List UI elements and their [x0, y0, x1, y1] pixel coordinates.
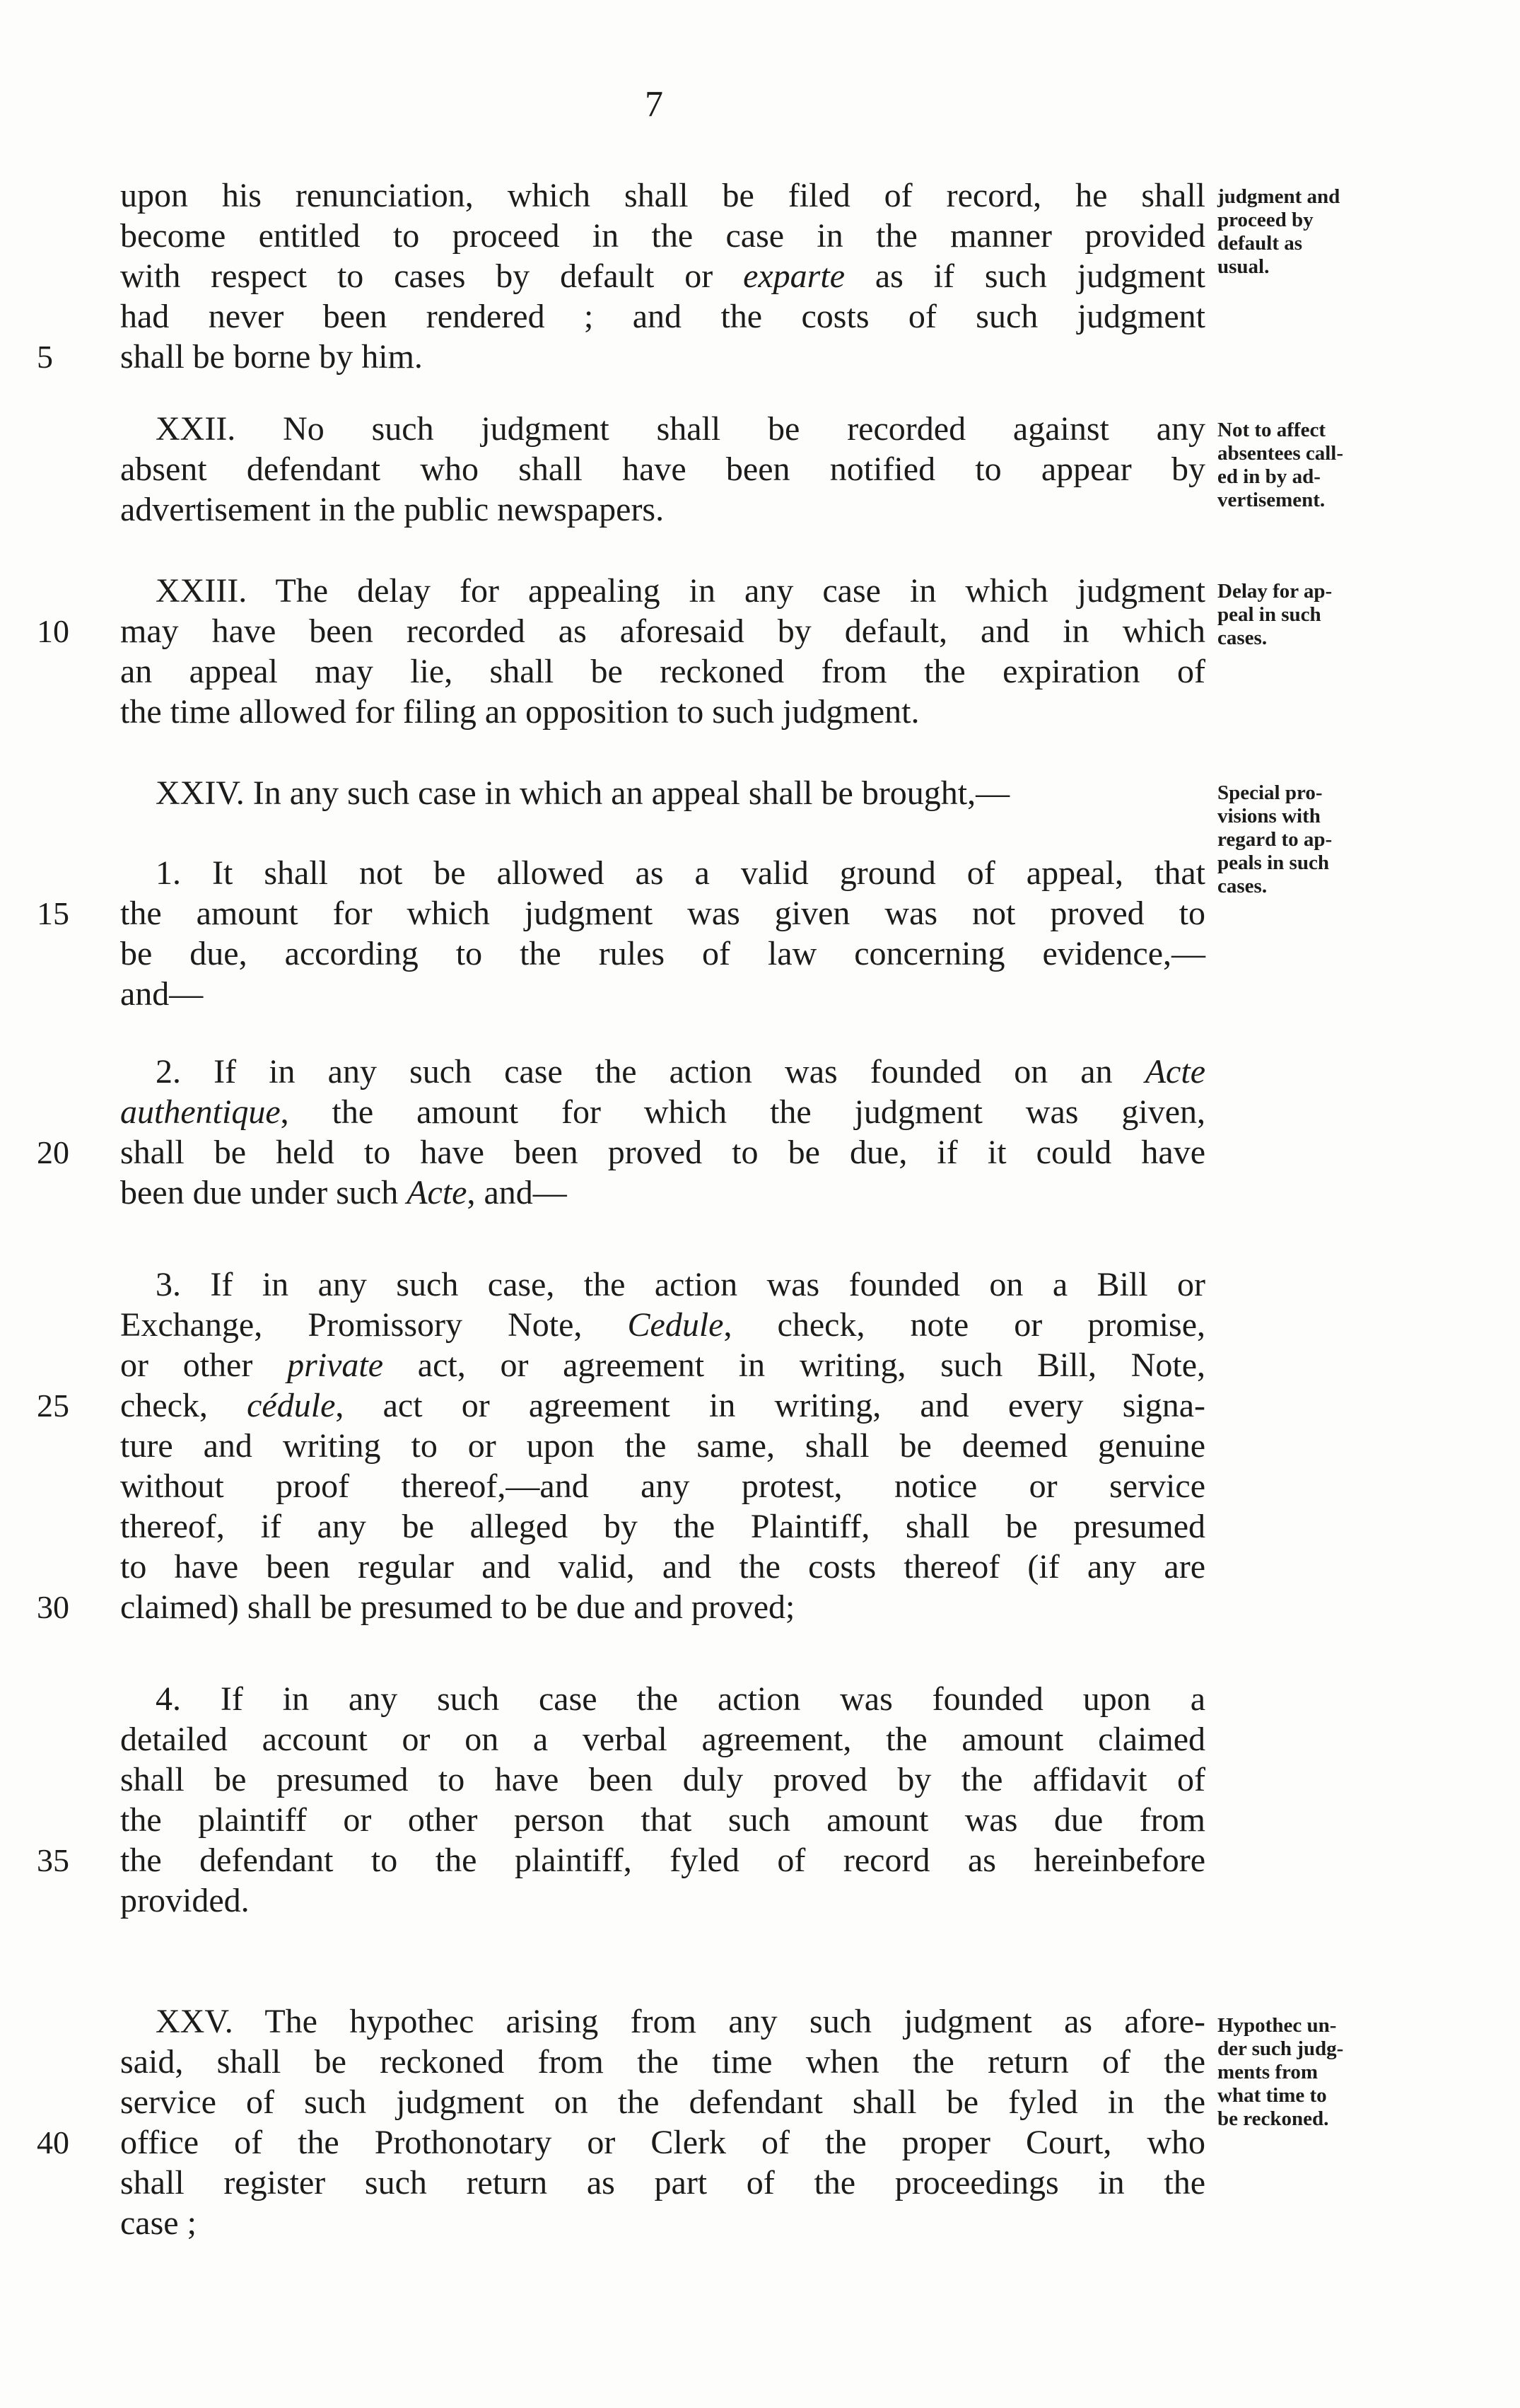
text-line: been due under such Acte, and—: [120, 1174, 567, 1211]
text-line: shall be held to have been proved to be due, if it could have: [120, 1134, 1205, 1171]
paragraph-item-4: [120, 1679, 1205, 1921]
margin-note-line: vertisement.: [1217, 489, 1326, 511]
paragraph-renunciation: [120, 175, 1205, 377]
text-line: provided.: [120, 1882, 250, 1919]
text-line: service of such judgment on the defendant shall be fyled in the: [120, 2083, 1205, 2121]
italic-exparte: exparte: [743, 257, 845, 295]
text-line: shall register such return as part of the proceedings in the: [120, 2164, 1205, 2201]
italic-acte: Acte: [407, 1174, 467, 1211]
paragraph-item-3: [120, 1264, 1205, 1627]
italic-acte: Acte: [1145, 1053, 1205, 1090]
margin-note-line: cases.: [1217, 627, 1268, 649]
text-line: Exchange, Promissory Note, Cedule, check, note or promise,: [120, 1306, 1205, 1344]
line-number: 25: [37, 1388, 69, 1424]
italic-cedule: cédule: [247, 1387, 336, 1424]
margin-note-line: absentees call-: [1217, 442, 1343, 465]
text-line: authentique, the amount for which the judgment was given,: [120, 1093, 1205, 1131]
margin-note-line: Not to affect: [1217, 419, 1326, 441]
text-line: the amount for which judgment was given was not proved to: [120, 895, 1205, 932]
margin-note-line: Special pro-: [1217, 781, 1323, 804]
paragraph-section-xxii: [120, 409, 1205, 530]
italic-private: private: [287, 1346, 384, 1384]
line-number: 5: [37, 339, 53, 375]
margin-note-special-provisions: [1217, 781, 1451, 898]
margin-note-delay-appeal: [1217, 580, 1451, 650]
text-line: advertisement in the public newspapers.: [120, 491, 665, 528]
text-line: upon his renunciation, which shall be filed of record, he shall: [120, 177, 1205, 214]
text-line: absent defendant who shall have been notified to appear by: [120, 450, 1205, 488]
text-line: 3. If in any such case, the action was founded on a Bill or: [156, 1266, 1205, 1303]
text-line: 2. If in any such case the action was founded on an Acte: [156, 1053, 1205, 1090]
text-line: said, shall be reckoned from the time when the return of the: [120, 2043, 1205, 2081]
margin-note-line: proceed by: [1217, 209, 1314, 231]
line-number: 10: [37, 613, 69, 649]
text-line: had never been rendered ; and the costs of such judgment: [120, 298, 1205, 335]
paragraph-section-xxv: [120, 2001, 1205, 2243]
text-line: or other private act, or agreement in writing, such Bill, Note,: [120, 1346, 1206, 1384]
page-number: 7: [645, 84, 663, 124]
text-line: 1. It shall not be allowed as a valid ground of appeal, that: [156, 854, 1205, 892]
text-line: claimed) shall be presumed to be due and proved;: [120, 1588, 795, 1626]
margin-note-line: Hypothec un-: [1217, 2014, 1337, 2037]
margin-note-line: ed in by ad-: [1217, 465, 1321, 488]
margin-note-line: regard to ap-: [1217, 828, 1333, 851]
text-line: be due, according to the rules of law concerning evidence,—: [120, 935, 1205, 972]
margin-note-line: what time to: [1217, 2084, 1327, 2107]
paragraph-section-xxiii: [120, 571, 1205, 732]
text-line: office of the Prothonotary or Clerk of the proper Court, who: [120, 2124, 1205, 2161]
margin-note-line: be reckoned.: [1217, 2107, 1329, 2130]
line-number: 15: [37, 895, 69, 931]
italic-authentique: authentique: [120, 1093, 281, 1131]
margin-note-line: Delay for ap-: [1217, 580, 1333, 603]
margin-note-line: ments from: [1217, 2061, 1319, 2083]
text-line: XXIII. The delay for appealing in any case in which judgment: [156, 572, 1205, 610]
margin-note-line: peals in such: [1217, 851, 1329, 874]
text-line: detailed account or on a verbal agreement, the amount claimed: [120, 1721, 1205, 1758]
text-line: to have been regular and valid, and the costs thereof (if any are: [120, 1548, 1205, 1586]
margin-note-line: visions with: [1217, 805, 1321, 827]
text-line: check, cédule, act or agreement in writing, and every signa-: [120, 1387, 1205, 1424]
margin-note-judgment-proceed: [1217, 185, 1451, 279]
text-line: shall be borne by him.: [120, 338, 423, 376]
text-line: ture and writing to or upon the same, shall be deemed genuine: [120, 1427, 1205, 1465]
line-number: 35: [37, 1842, 69, 1878]
text-line: without proof thereof,—and any protest, notice or service: [120, 1467, 1205, 1505]
text-line: the defendant to the plaintiff, fyled of record as hereinbefore: [120, 1842, 1205, 1879]
italic-cedule: Cedule: [627, 1306, 724, 1344]
text-line: become entitled to proceed in the case in the manner provided: [120, 217, 1205, 255]
text-line: XXII. No such judgment shall be recorded against any: [156, 410, 1205, 448]
text-line: and—: [120, 975, 204, 1013]
margin-note-line: default as: [1217, 232, 1303, 255]
text-line: may have been recorded as aforesaid by default, and in which: [120, 612, 1205, 650]
text-line: thereof, if any be alleged by the Plaintiff, shall be presumed: [120, 1508, 1205, 1545]
margin-note-line: judgment and: [1217, 185, 1340, 208]
margin-note-absentees: [1217, 419, 1451, 512]
margin-note-line: cases.: [1217, 875, 1268, 897]
line-number: 20: [37, 1134, 69, 1170]
margin-note-line: der such judg-: [1217, 2037, 1344, 2060]
paragraph-section-xxiv: [120, 773, 1205, 813]
text-line: an appeal may lie, shall be reckoned from the expiration of: [120, 653, 1205, 690]
margin-note-line: usual.: [1217, 255, 1270, 278]
margin-note-line: peal in such: [1217, 603, 1321, 626]
line-number: 30: [37, 1589, 69, 1625]
text-line: XXV. The hypothec arising from any such judgment as afore-: [156, 2003, 1205, 2040]
text-line: the plaintiff or other person that such amount was due from: [120, 1801, 1205, 1839]
line-number: 40: [37, 2124, 69, 2160]
text-line: case ;: [120, 2204, 197, 2242]
text-line: shall be presumed to have been duly proved by the affidavit of: [120, 1761, 1205, 1798]
paragraph-item-1: [120, 853, 1205, 1014]
text-line: XXIV. In any such case in which an appeal shall be brought,—: [156, 774, 1010, 812]
text-line: the time allowed for filing an opposition to such judgment.: [120, 693, 920, 731]
text-line: with respect to cases by default or exparte as if such judgment: [120, 257, 1205, 295]
text-line: 4. If in any such case the action was founded upon a: [156, 1680, 1205, 1718]
margin-note-hypothec: [1217, 2014, 1451, 2131]
paragraph-item-2: [120, 1052, 1205, 1213]
